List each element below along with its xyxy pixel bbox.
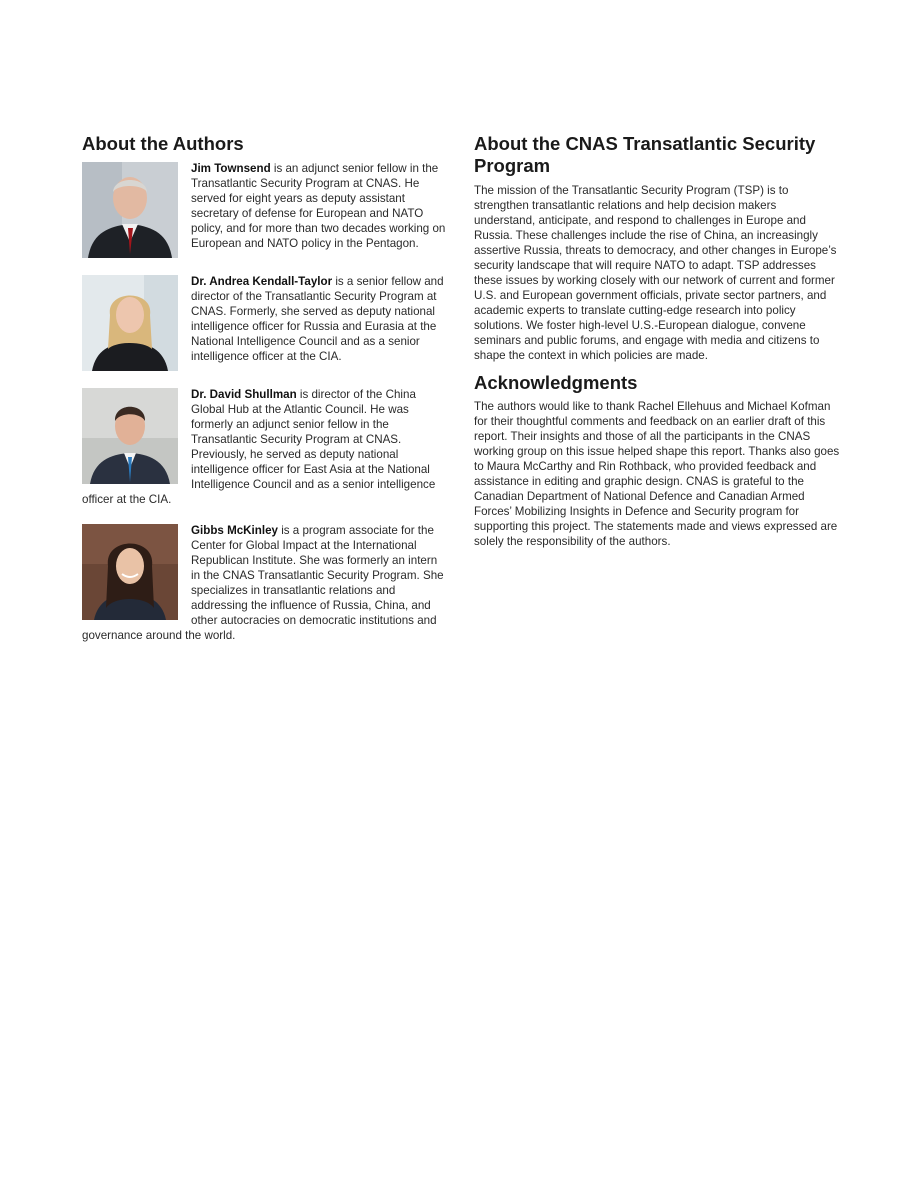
author-bio-text: is an adjunct senior fellow in the Transatlantic Security Program at CNAS. He served for eight years as deputy assistant secretary of defense for European and NATO policy, and for more than two decades working on European and NATO policy in the Pentagon. bbox=[191, 162, 446, 250]
program-column bbox=[474, 133, 840, 549]
author-bio-mckinley bbox=[82, 523, 448, 643]
author-name: Gibbs McKinley bbox=[191, 524, 278, 537]
author-name: Dr. David Shullman bbox=[191, 388, 297, 401]
author-photo-shullman bbox=[82, 388, 178, 484]
program-description: The mission of the Transatlantic Security Program (TSP) is to strengthen transatlantic relations and help decision makers understand, anticipate, and respond to challenges in Europe and Russia. These challenges include the rise of China, an increasingly assertive Russia, threats to democracy, and other changes in Europe’s security landscape that will require NATO to adapt. TSP addresses these issues by working closely with our network of current and former U.S. and European government officials, private sector partners, and academic experts to translate cutting-edge research into policy solutions. We foster high-level U.S.-European dialogue, convene seminars and public forums, and engage with media and citizens to shape the context in which policies are made. bbox=[474, 184, 837, 362]
author-bio-townsend bbox=[82, 161, 448, 258]
acknowledgments-heading: Acknowledgments bbox=[474, 372, 638, 393]
author-bio-text: is a program associate for the Center for Global Impact at the International Republican Institute. She was formerly an intern in the CNAS Transatlantic Security Program. She specializes in transatlantic relations and addressing the influence of Russia, China, and other autocracies on democratic institutions and governance around the world. bbox=[82, 524, 444, 642]
acknowledgments-text: The authors would like to thank Rachel Ellehuus and Michael Kofman for their thoughtful comments and feedback on an earlier draft of this report. Their insights and those of all the participants in the CNAS working group on this issue helped shape this report. Thanks also goes to Maura McCarthy and Rin Rothback, who provided feedback and assistance in editing and graphic design. CNAS is grateful to the Canadian Department of National Defence and Canadian Armed Forces’ Mobilizing Insights in Defence and Security program for supporting this project. The statements made and views expressed are solely the responsibility of the authors. bbox=[474, 400, 840, 548]
author-photo-townsend bbox=[82, 162, 178, 258]
author-photo-mckinley bbox=[82, 524, 178, 620]
about-authors-heading: About the Authors bbox=[82, 133, 244, 154]
author-name: Jim Townsend bbox=[191, 162, 271, 175]
about-authors-column bbox=[82, 133, 448, 659]
program-heading: About the CNAS Transatlantic Security Program bbox=[474, 133, 816, 176]
author-bio-shullman bbox=[82, 387, 448, 507]
author-bio-kendall-taylor bbox=[82, 274, 448, 371]
author-name: Dr. Andrea Kendall-Taylor bbox=[191, 275, 333, 288]
author-bio-text: is a senior fellow and director of the Transatlantic Security Program at CNAS. Formerly, she served as deputy national intelligence officer for Russia and Eurasia at the National Intelligence Council and as a senior intelligence officer at the CIA. bbox=[191, 275, 444, 363]
author-photo-kendall-taylor bbox=[82, 275, 178, 371]
author-bio-text: is director of the China Global Hub at the Atlantic Council. He was formerly an adjunct senior fellow in the Transatlantic Security Program at CNAS. Previously, he served as deputy national intelligence officer for East Asia at the National Intelligence Council and as a senior intelligence officer at the CIA. bbox=[82, 388, 436, 506]
